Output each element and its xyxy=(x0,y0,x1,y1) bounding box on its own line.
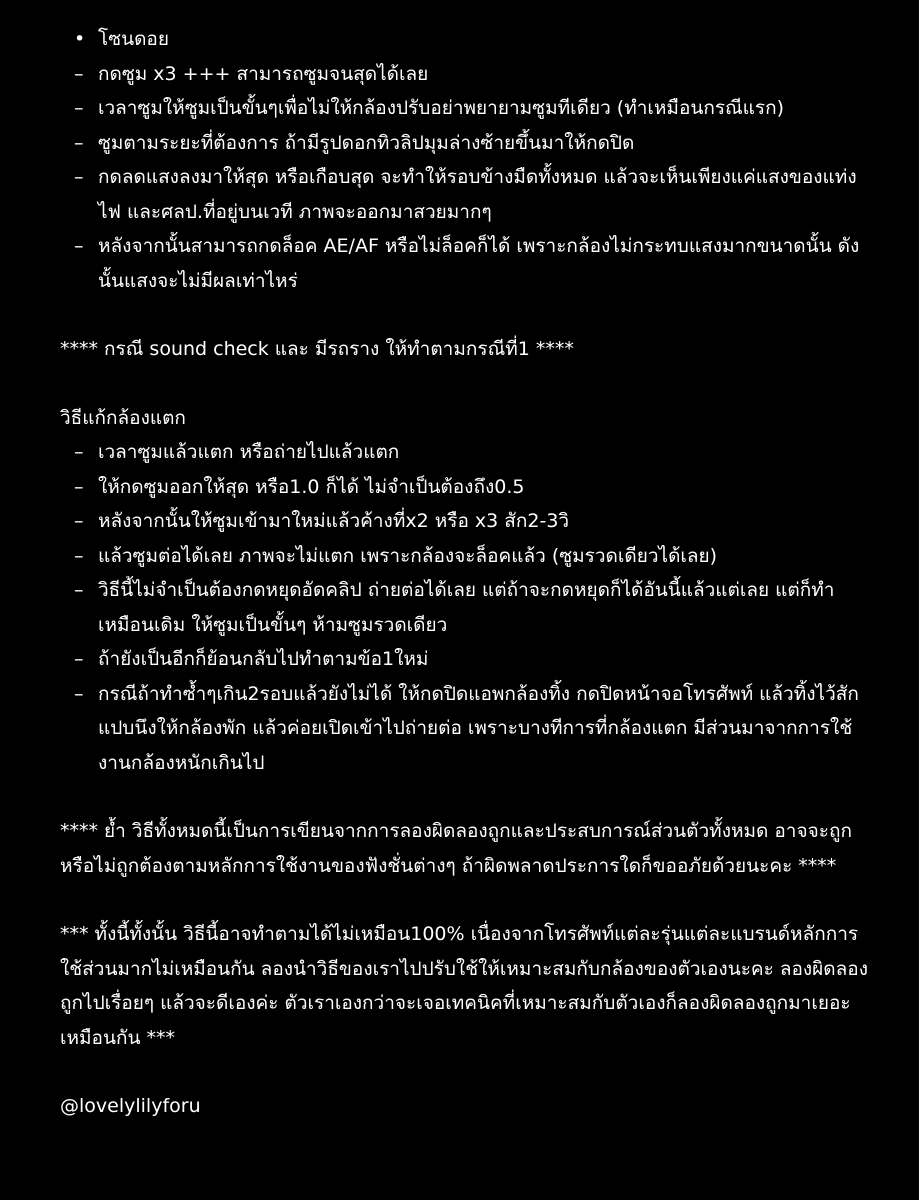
list-item-text: โซนดอย xyxy=(98,28,169,50)
list-item-text: วิธีนี้ไม่จำเป็นต้องกดหยุดอัดคลิป ถ่ายต่อได้เลย แต่ถ้าจะกดหยุดก็ได้อันนี้แล้วแต่เลย แต่ก็ทำเหมือนเดิม ให้ซูมเป็นขั้นๆ ห้ามซูมรวดเดียว xyxy=(98,579,835,636)
spacer xyxy=(60,367,879,401)
list-item-text: หลังจากนั้นสามารถกดล็อค AE/AF หรือไม่ล็อคก็ได้ เพราะกล้องไม่กระทบแสงมากขนาดนั้น ดังนั้นแสงจะไม่มีผลเท่าไหร่ xyxy=(98,235,860,292)
list-item xyxy=(60,539,879,574)
list-item-text: ถ้ายังเป็นอีกก็ย้อนกลับไปทำตามข้อ1ใหม่ xyxy=(98,648,429,670)
list-item xyxy=(60,642,879,677)
dash-marker: – xyxy=(74,648,84,670)
dash-marker: – xyxy=(74,131,84,154)
spacer xyxy=(60,883,879,917)
section-heading: วิธีแก้กล้องแตก xyxy=(60,406,186,429)
list-item xyxy=(60,229,879,298)
bullet-marker: • xyxy=(74,28,86,50)
list-item-text: กดซูม x3 +++ สามารถซูมจนสุดได้เลย xyxy=(98,62,429,85)
list-item-text: ซูมตามระยะที่ต้องการ ถ้ามีรูปดอกทิวลิปมุมล่างซ้ายขึ้นมาให้กดปิด xyxy=(98,131,635,154)
spacer xyxy=(60,298,879,332)
list-item-zone-doi xyxy=(60,22,879,57)
soundcheck-note: **** กรณี sound check และ มีรถราง ให้ทำตามกรณีที่1 **** xyxy=(60,338,574,360)
list-item xyxy=(60,470,879,505)
list-item xyxy=(60,126,879,161)
list-item-text: หลังจากนั้นให้ซูมเข้ามาใหม่แล้วค้างที่x2 หรือ x3 สัก2-3วิ xyxy=(98,510,570,532)
list-item xyxy=(60,57,879,92)
dash-marker: – xyxy=(74,441,84,463)
list-item xyxy=(60,91,879,126)
dash-marker: – xyxy=(74,62,84,85)
dash-marker: – xyxy=(74,510,84,532)
list-item-text: แล้วซูมต่อได้เลย ภาพจะไม่แตก เพราะกล้องจะล็อคแล้ว (ซูมรวดเดียวได้เลย) xyxy=(98,544,718,567)
list-item-text: เวลาซูมแล้วแตก หรือถ่ายไปแล้วแตก xyxy=(98,441,400,463)
dash-marker: – xyxy=(74,166,84,188)
dash-marker: – xyxy=(74,544,84,567)
list-item xyxy=(60,677,879,781)
list-item-text: เวลาซูมให้ซูมเป็นขั้นๆเพื่อไม่ให้กล้องปรับอย่าพยายามซูมทีเดียว (ทำเหมือนกรณีแรก) xyxy=(98,97,785,119)
disclaimer-note: **** ย้ำ วิธีทั้งหมดนี้เป็นการเขียนจากการลองผิดลองถูกและประสบการณ์ส่วนตัวทั้งหมด อาจจะถูกหรือไม่ถูกต้องตามหลักการใช้งานของฟังชั่นต่างๆ ถ้าผิดพลาดประการใดก็ขออภัยด้วยนะคะ **** xyxy=(60,820,852,877)
dash-marker: – xyxy=(74,235,84,257)
list-item-text: กรณีถ้าทำซ้ำๆเกิน2รอบแล้วยังไม่ได้ ให้กดปิดแอพกล้องทิ้ง กดปิดหน้าจอโทรศัพท์ แล้วทิ้งไว้สักแปบนึงให้กล้องพัก แล้วค่อยเปิดเข้าไปถ่ายต่อ เพราะบางทีการที่กล้องแตก มีส่วนมาจากการใช้งานกล้องหนักเกินไป xyxy=(98,682,859,774)
author-handle: @lovelylilyforu xyxy=(60,1095,201,1117)
spacer xyxy=(60,1055,879,1089)
closing-note: *** ทั้งนี้ทั้งนั้น วิธีนี้อาจทำตามได้ไม่เหมือน100% เนื่องจากโทรศัพท์แต่ละรุ่นแต่ละแบรนด์หลักการใช้ส่วนมากไม่เหมือนกัน ลองนำวิธีของเราไปปรับใช้ให้เหมาะสมกับกล้องของตัวเองนะคะ ลองผิดลองถูกไปเรื่อยๆ แล้วจะดีเองค่ะ ตัวเราเองกว่าจะเจอเทคนิคที่เหมาะสมกับตัวเองก็ลองผิดลองถูกมาเยอะเหมือนกัน *** xyxy=(60,923,868,1049)
list-item xyxy=(60,504,879,539)
list-item-text: กดลดแสงลงมาให้สุด หรือเกือบสุด จะทำให้รอบข้างมืดทั้งหมด แล้วจะเห็นเพียงแค่แสงของแท่งไฟ และศลป.ที่อยู่บนเวที ภาพจะออกมาสวยมากๆ xyxy=(98,166,857,223)
spacer xyxy=(60,780,879,814)
dash-marker: – xyxy=(74,475,84,498)
list-item-text: ให้กดซูมออกให้สุด หรือ1.0 ก็ได้ ไม่จำเป็นต้องถึง0.5 xyxy=(98,475,525,498)
dash-marker: – xyxy=(74,579,84,601)
dash-marker: – xyxy=(74,682,84,705)
list-item xyxy=(60,160,879,229)
list-item xyxy=(60,435,879,470)
list-item xyxy=(60,573,879,642)
dash-marker: – xyxy=(74,97,84,119)
